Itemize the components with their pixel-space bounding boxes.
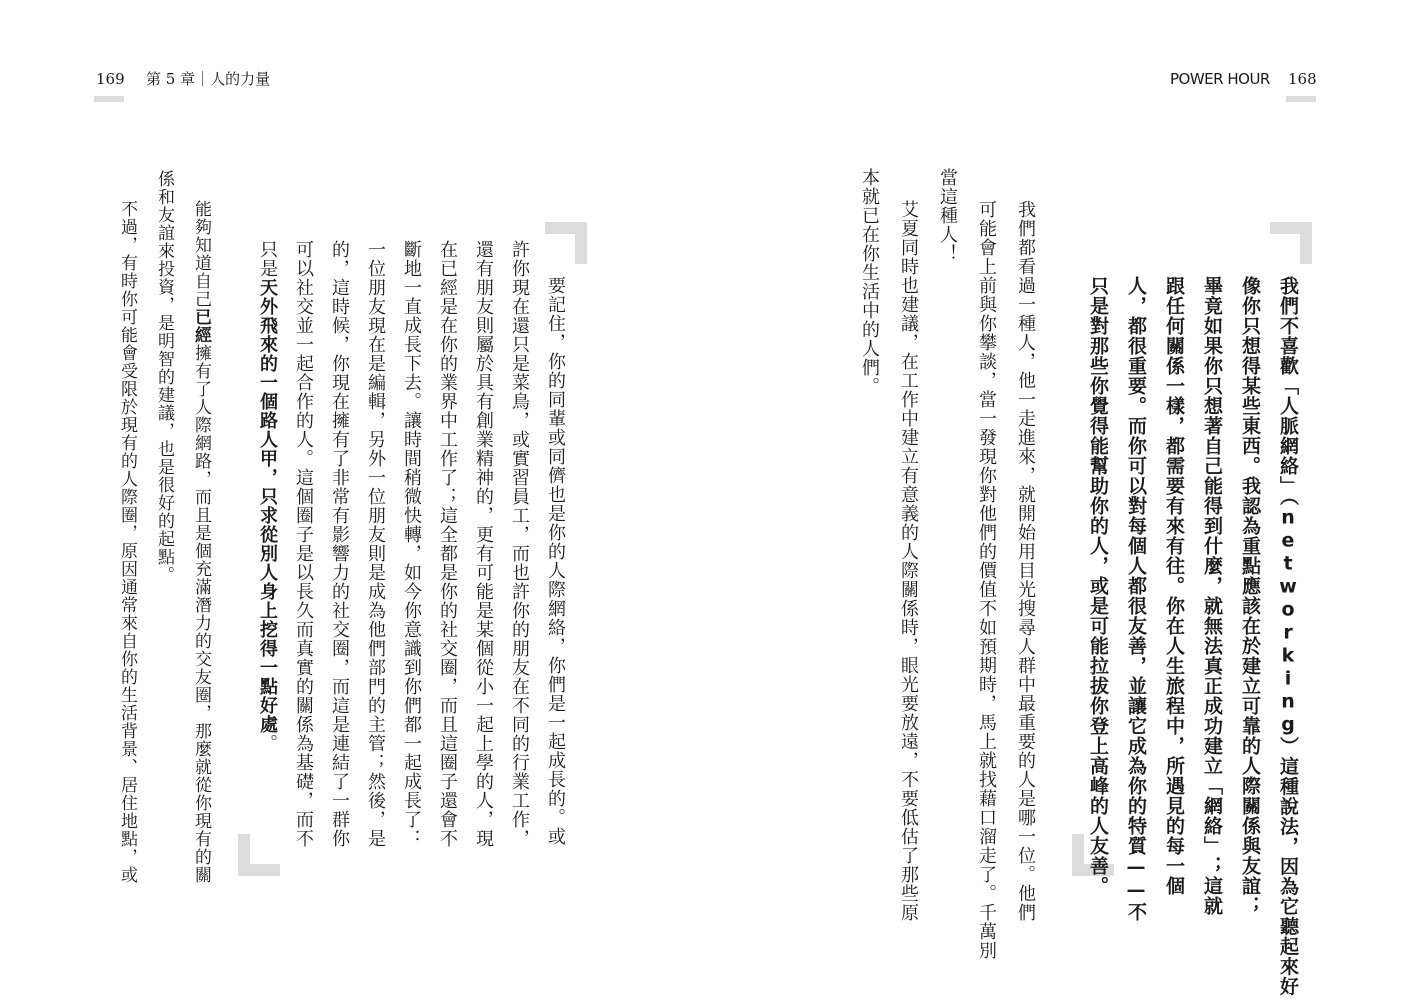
quote-line: 的，這時候，你現在擁有了非常有影響力的社交圈，而這是連結了一群你 — [329, 240, 350, 848]
body-line: 可能會上前與你攀談，當一發現你對他們的價值不如預期時，馬上就找藉口溜走了。千萬別 — [976, 200, 997, 960]
quote-line: 只是對那些你覺得能幫助你的人，或是可能拉拔你登上高峰的人友善。 — [1087, 276, 1109, 896]
quote-line: 只是天外飛來的一個路人甲，只求從別人身上挖得一點好處。 — [257, 240, 278, 753]
emphasis-text: 天外飛來的一個路人甲，只求從別人身上挖得一點好處 — [257, 278, 278, 734]
quote-line: 跟任何關係一樣，都需要有來有往。你在人生旅程中，所遇見的每一個 — [1163, 276, 1185, 896]
right-quote-block — [1084, 276, 1302, 997]
left-header-rule — [94, 96, 124, 102]
quote-line: 人，都很重要。而你可以對每個人都很友善，並讓它成為你的特質——不 — [1125, 276, 1147, 922]
quote-line: 還有朋友則屬於具有創業精神的，更有可能是某個從小一起上學的人，現 — [473, 240, 494, 848]
left-body-text — [117, 170, 214, 884]
body-line: 係和友誼來投資，是明智的建議，也是很好的起點。 — [154, 170, 174, 584]
left-page-number: 169 — [96, 70, 125, 88]
quote-line: 要記住，你的同輩或同儕也是你的人際網絡，你們是一起成長的。或 — [545, 276, 566, 846]
quote-line: 畢竟如果你只想著自己能得到什麼，就無法真正成功建立「網絡」；這就 — [1201, 276, 1223, 916]
body-line: 不過，有時你可能會受限於現有的人際圈，原因通常來自你的生活背景、居住地點，或 — [117, 200, 137, 884]
body-line: 本就已在你生活中的人們。 — [859, 168, 880, 396]
quote-line: 斷地一直成長下去。讓時間稍微快轉，如今你意識到你們都一起成長了： — [401, 240, 422, 848]
body-line: 我們都看過一種人，他一走進來，就開始用目光搜尋人群中最重要的人是哪一位。他們 — [1015, 200, 1036, 922]
quote-line: 像你只想得某些東西。我認為重點應該在於建立可靠的人際關係與友誼； — [1239, 276, 1261, 916]
body-line: 艾夏同時也建議，在工作中建立有意義的人際關係時，眼光要放遠，不要低估了那些原 — [898, 200, 919, 922]
quote-line: 可以社交並一起合作的人。這個圈子是以長久而真實的關係為基礎，而不 — [293, 240, 314, 848]
body-line: 能夠知道自己已經擁有了人際網路，而且是個充滿潛力的交友圈，那麼就從你現有的關 — [191, 200, 211, 884]
right-running-head: POWER HOUR — [1170, 70, 1270, 88]
emphasis-text: 已經 — [191, 308, 211, 344]
quote-line: 一位朋友現在是編輯，另外一位朋友則是成為他們部門的主管；然後，是 — [365, 240, 386, 848]
right-header-rule — [1286, 96, 1316, 102]
right-page-number: 168 — [1288, 70, 1317, 88]
body-line: 當這種人！ — [937, 168, 958, 263]
quote-line: 許你現在還只是菜鳥，或實習員工，而也許你的朋友在不同的行業工作， — [509, 240, 530, 848]
left-running-head: 第 5 章｜人的力量 — [146, 70, 271, 88]
quote-line: 在已經是在你的業界中工作了；這全都是你的社交圈，而且這圈子還會不 — [437, 240, 458, 848]
left-quote-block — [252, 240, 568, 848]
right-body-text — [859, 168, 1038, 960]
quote-line: 我們不喜歡「人脈網絡」（networking）這種說法，因為它聽起來好 — [1277, 276, 1299, 997]
